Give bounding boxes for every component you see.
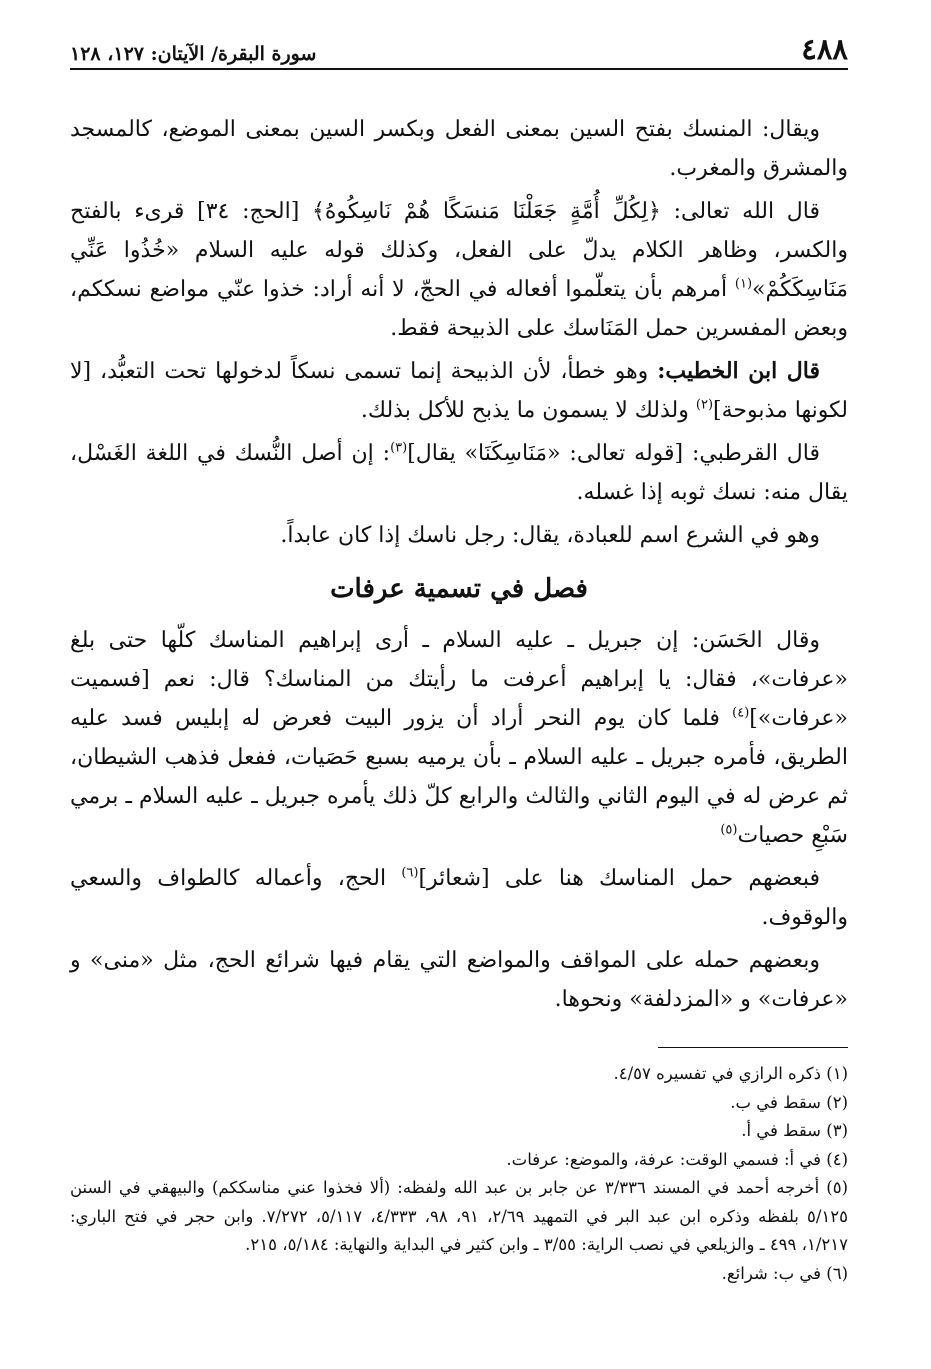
- footnote-5: (٥) أخرجه أحمد في المسند ٣/٣٣٦ عن جابر بن عبد الله ولفظه: (ألا فخذوا عني مناسككم) والبيهقي في السنن ٥/١٢٥ بلفظه وذكره ابن عبد البر في التمهيد ٢/٦٩، ٩١، ٩٨، ٤/٣٣٣، ٥/١١٧، ٧/٢٧٢. وابن حجر في فتح الباري: ١/٢١٧، ٤٩٩ ـ والزيلعي في نصب الراية: ٣/٥٥ ـ وابن كثير في البداية والنهاية: ٥/١٨٤، ٢١٥.: [70, 1178, 848, 1254]
- main-text: [70, 110, 848, 1019]
- paragraph-3-text-b: ولذلك لا يسمون ما يذبح للأكل بذلك.: [360, 398, 696, 423]
- footnote-3: (٣) سقط في أ.: [741, 1121, 848, 1140]
- footnote-4: (٤) في أ: فسمي الوقت: عرفة، والموضع: عرفات.: [506, 1149, 848, 1169]
- paragraph-3: [70, 352, 848, 430]
- footnote-ref-1[interactable]: (١): [734, 276, 753, 292]
- paragraph-4-text-b: : إن أصل النُّسك في اللغة الغَسْل، يقال منه: نسك ثوبه إذا غسله.: [70, 441, 848, 505]
- footnote-ref-2[interactable]: (٢): [695, 397, 714, 413]
- paragraph-8: [70, 941, 848, 1019]
- footnotes: [70, 1060, 848, 1288]
- footnote-6: (٦) في ب: شرائع.: [721, 1263, 848, 1283]
- paragraph-5: [70, 516, 848, 555]
- paragraph-6: [70, 621, 848, 855]
- footnote-ref-6[interactable]: (٦): [401, 865, 419, 881]
- paragraph-7-text-b: الحج، وأعماله كالطواف والسعي والوقوف.: [70, 866, 848, 930]
- page-header: [70, 30, 848, 70]
- paragraph-7: [70, 859, 848, 937]
- paragraph-6-text-b: فلما كان يوم النحر أراد أن يزور البيت فعرض له إبليس فسد عليه الطريق، فأمره جبريل ـ عليه السلام ـ بأن يرميه بسبع حَصَيات، ففعل فذهب الشيطان، ثم عرض له في اليوم الثاني والثالث والرابع كلّ ذلك يأمره جبريل ـ عليه السلام ـ برمي سَبْعِ حصيات: [70, 706, 848, 848]
- speaker-ibn-al-khatib: قال ابن الخطيب:: [657, 358, 821, 384]
- paragraph-2-text-c: أمرهم بأن يتعلّموا أفعاله في الحجّ، لا أنه أراد: خذوا عنّي مواضع نسككم، وبعض المفسرين حمل المَنَاسك على الذبيحة فقط.: [70, 277, 848, 341]
- paragraph-6-text-a: وقال الحَسَن: إن جبريل ـ عليه السلام ـ أرى إبراهيم المناسك كلّها حتى بلغ «عرفات»، فقال: يا إبراهيم أعرفت ما رأيتك من المناسك؟ قال: نعم [فسميت «عرفات»]: [70, 628, 848, 731]
- paragraph-2: [70, 192, 848, 348]
- footnote-2: (٢) سقط في ب.: [730, 1092, 848, 1112]
- page-number: ٤٨٨: [801, 32, 848, 66]
- paragraph-2-text-a: قال الله تعالى:: [660, 199, 820, 224]
- quran-verse: ﴿لِكُلِّ أُمَّةٍ جَعَلْنَا مَنسَكًا هُمْ نَاسِكُوهُ﴾: [312, 199, 661, 224]
- paragraph-5-text: وهو في الشرع اسم للعبادة، يقال: رجل ناسك إذا كان عابداً.: [280, 523, 820, 548]
- paragraph-1-text: ويقال: المنسك بفتح السين بمعنى الفعل وبكسر السين بمعنى الموضع، كالمسجد والمشرق والمغرب.: [70, 117, 848, 181]
- book-page: [70, 30, 848, 1288]
- footnote-ref-5[interactable]: (٥): [720, 822, 738, 838]
- footnote-ref-3[interactable]: (٣): [390, 440, 408, 456]
- footnote-1: (١) ذكره الرازي في تفسيره ٤/٥٧.: [613, 1064, 848, 1083]
- footnote-ref-4[interactable]: (٤): [732, 705, 750, 721]
- paragraph-4: [70, 434, 848, 512]
- paragraph-1: [70, 110, 848, 188]
- paragraph-7-text-a: فبعضهم حمل المناسك هنا على [شعائر]: [418, 866, 820, 891]
- footnote-separator: [658, 1047, 848, 1048]
- paragraph-8-text: وبعضهم حمله على المواقف والمواضع التي يقام فيها شرائع الحج، مثل «منى» و «عرفات» و «المزدلفة» ونحوها.: [70, 948, 848, 1012]
- paragraph-2-text-b: [الحج: ٣٤] قرىء بالفتح والكسر، وظاهر الكلام يدلّ على الفعل، وكذلك قوله عليه السلام «خُذُوا عَنِّي مَنَاسِكَكُمْ»: [70, 199, 848, 302]
- running-title: سورة البقرة/ الآيتان: ١٢٧، ١٢٨: [70, 43, 317, 65]
- paragraph-4-text-a: قال القرطبي: [قوله تعالى: «مَنَاسِكَنَا» يقال]: [407, 441, 820, 466]
- section-title: فصل في تسمية عرفات: [330, 574, 588, 604]
- paragraph-3-text-a: وهو خطأ، لأن الذبيحة إنما تسمى نسكاً لدخولها تحت التعبُّد، [لا لكونها مذبوحة]: [70, 359, 848, 423]
